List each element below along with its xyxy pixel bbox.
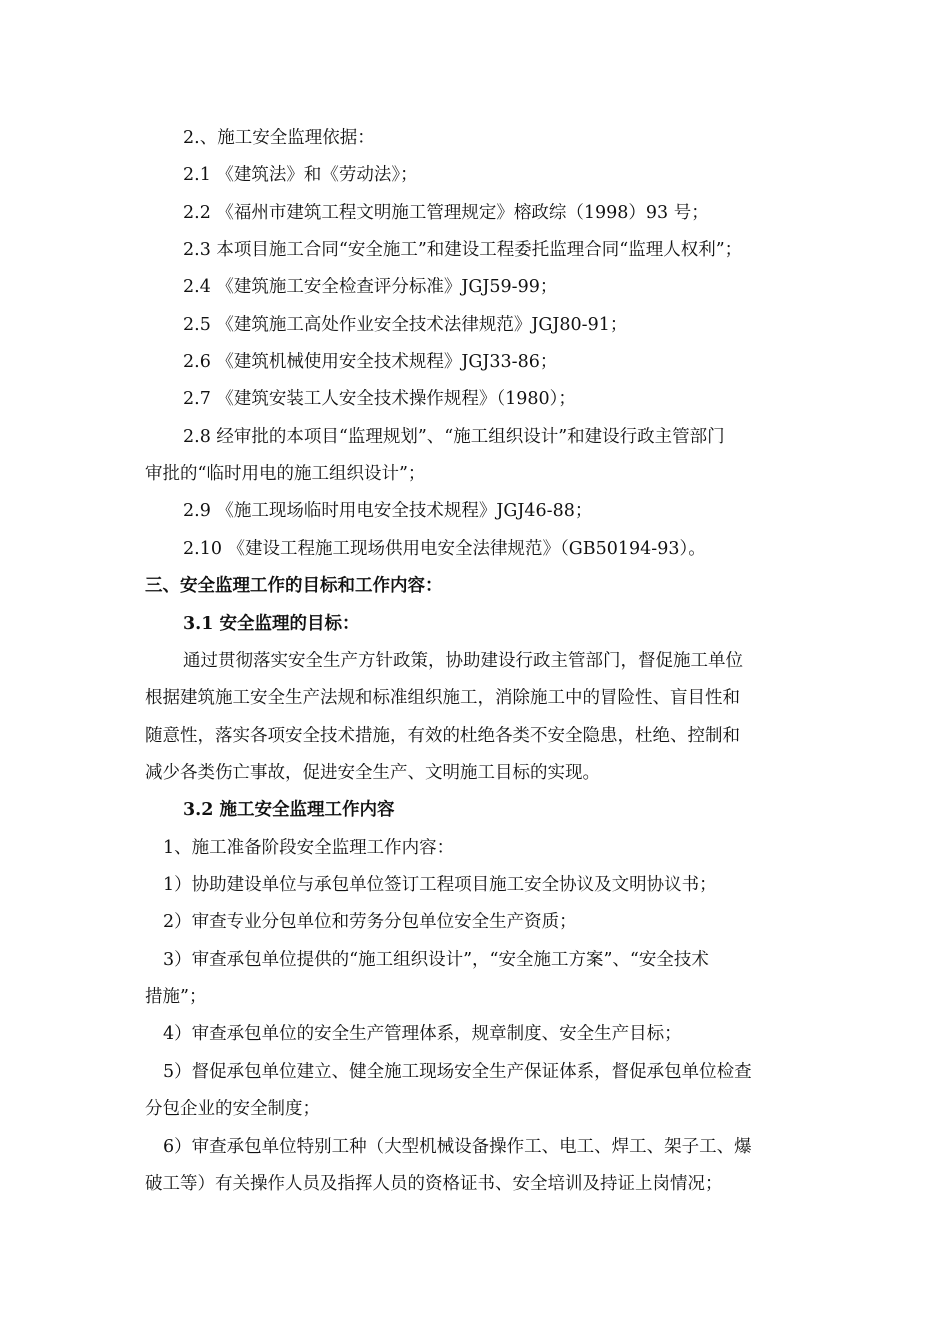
basis-item: 2.10 《建设工程施工现场供用电安全法律规范》（GB50194-93）。: [183, 539, 706, 559]
basis-item-continuation: 审批的“临时用电的施工组织设计”；: [145, 464, 426, 484]
basis-item: 2.9 《施工现场临时用电安全技术规程》JGJ46-88；: [183, 501, 593, 521]
basis-item: 2.3 本项目施工合同“安全施工”和建设工程委托监理合同“监理人权利”；: [183, 240, 743, 260]
basis-item: 2.4 《建筑施工安全检查评分标准》JGJ59-99；: [183, 277, 558, 297]
content-line: 5）督促承包单位建立、健全施工现场安全生产保证体系，督促承包单位检查: [163, 1062, 752, 1082]
goal-paragraph-line: 根据建筑施工安全生产法规和标准组织施工，消除施工中的冒险性、盲目性和: [145, 688, 740, 708]
content-line-continuation: 措施”；: [145, 987, 207, 1007]
basis-item: 2.1 《建筑法》和《劳动法》；: [183, 165, 418, 185]
basis-item: 2.6 《建筑机械使用安全技术规程》JGJ33-86；: [183, 352, 558, 372]
section3-heading: 三、安全监理工作的目标和工作内容：: [145, 576, 443, 596]
content-line: 3）审查承包单位提供的“施工组织设计”，“安全施工方案”、“安全技术: [163, 950, 709, 970]
content-line: 2）审查专业分包单位和劳务分包单位安全生产资质；: [163, 912, 577, 932]
content-line: 1、施工准备阶段安全监理工作内容：: [163, 838, 455, 858]
goal-paragraph-line: 通过贯彻落实安全生产方针政策，协助建设行政主管部门，督促施工单位: [183, 651, 743, 671]
goal-paragraph-line: 减少各类伤亡事故，促进安全生产、文明施工目标的实现。: [145, 763, 600, 783]
section3-2-heading: 3.2 施工安全监理工作内容: [183, 800, 395, 820]
content-line: 4）审查承包单位的安全生产管理体系，规章制度、安全生产目标；: [163, 1024, 682, 1044]
content-line: 1）协助建设单位与承包单位签订工程项目施工安全协议及文明协议书；: [163, 875, 717, 895]
section3-1-heading: 3.1 安全监理的目标：: [183, 614, 360, 634]
basis-item: 2.2 《福州市建筑工程文明施工管理规定》榕政综（1998）93 号；: [183, 203, 709, 223]
content-line: 6）审查承包单位特别工种（大型机械设备操作工、电工、焊工、架子工、爆: [163, 1137, 752, 1157]
basis-item: 2.7 《建筑安装工人安全技术操作规程》（1980）；: [183, 389, 576, 409]
basis-heading: 2.、施工安全监理依据：: [183, 128, 375, 148]
goal-paragraph-line: 随意性，落实各项安全技术措施，有效的杜绝各类不安全隐患，杜绝、控制和: [145, 726, 740, 746]
basis-item: 2.8 经审批的本项目“监理规划”、“施工组织设计”和建设行政主管部门: [183, 427, 725, 447]
basis-item: 2.5 《建筑施工高处作业安全技术法律规范》JGJ80-91；: [183, 315, 628, 335]
content-line-continuation: 分包企业的安全制度；: [145, 1099, 320, 1119]
content-line-continuation: 破工等）有关操作人员及指挥人员的资格证书、安全培训及持证上岗情况；: [145, 1174, 723, 1194]
